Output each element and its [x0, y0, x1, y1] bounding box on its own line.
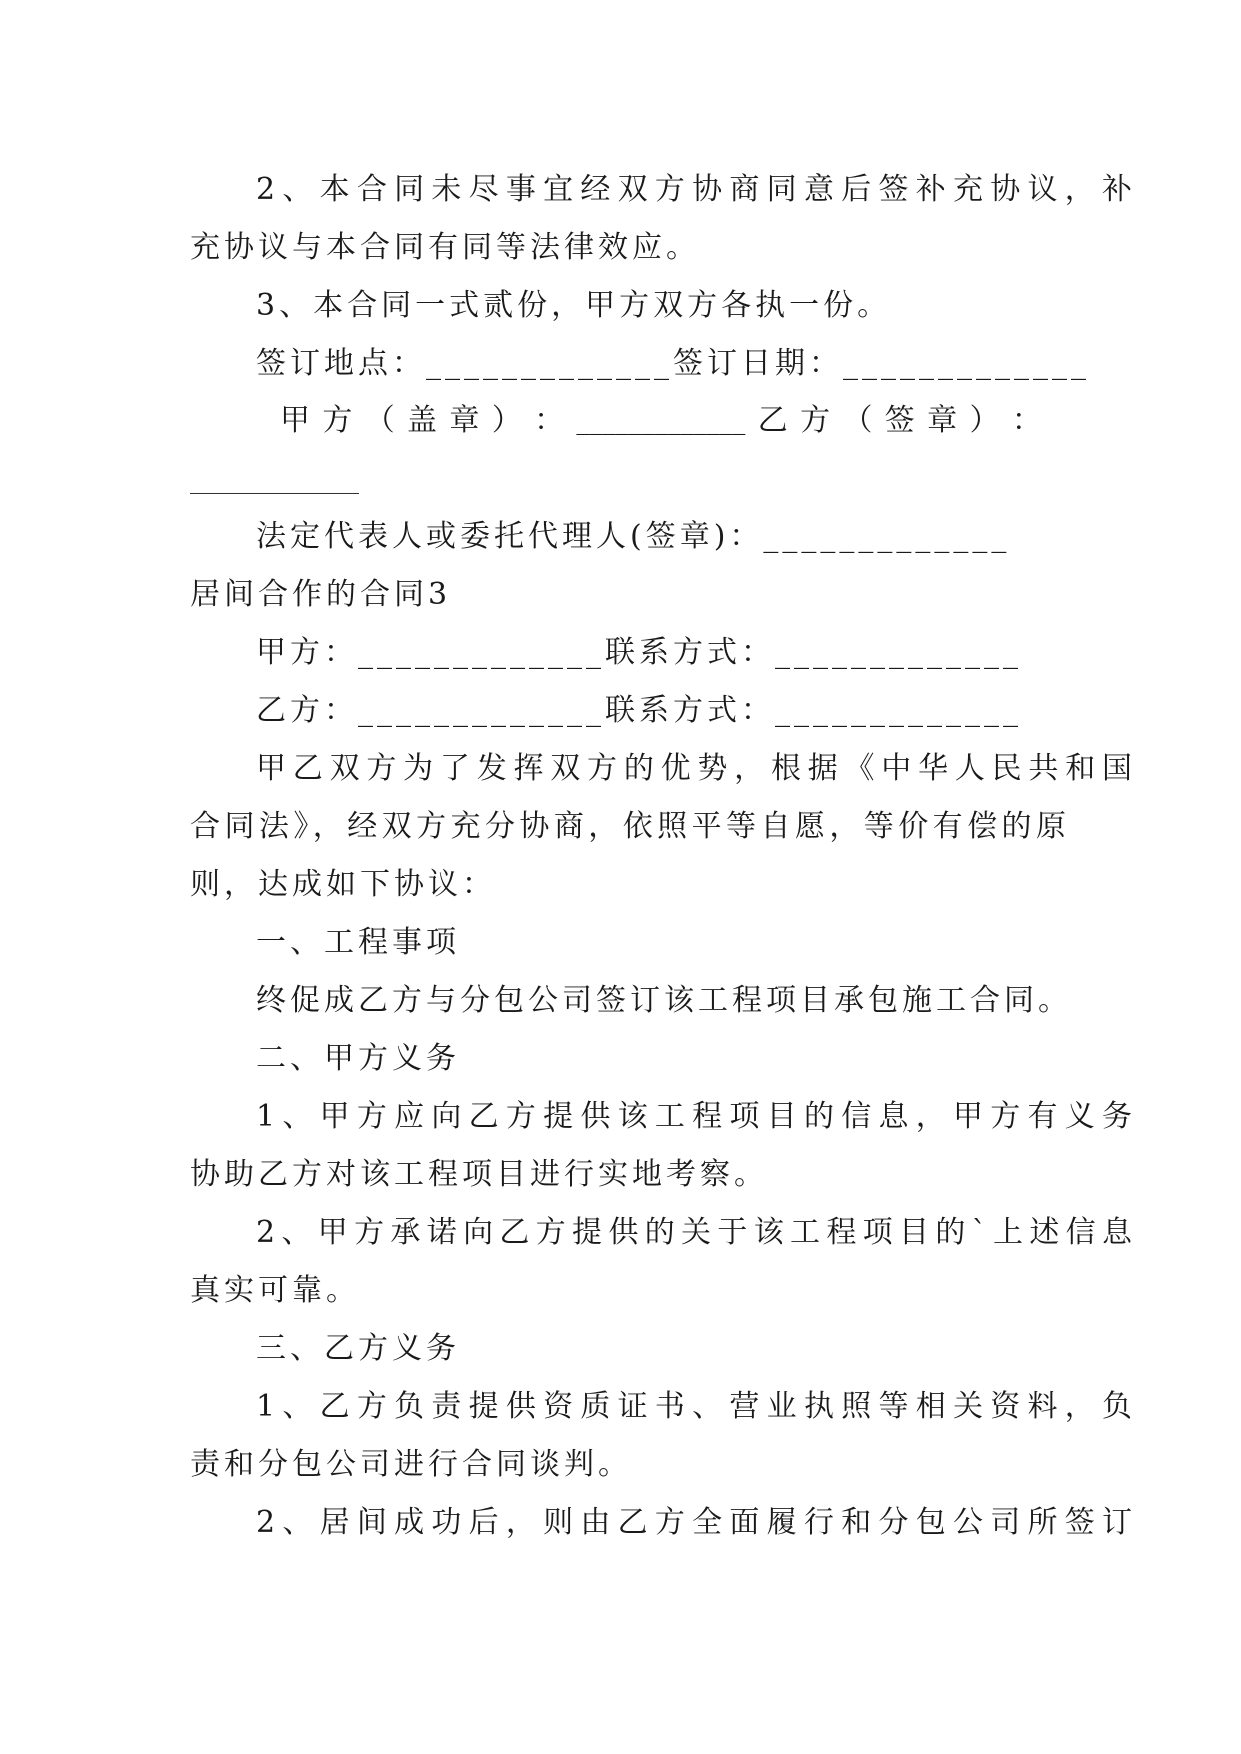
sign-place-date-line: 签订地点：_____________签订日期：_____________ [256, 346, 1090, 381]
sig-char: 签 [884, 403, 915, 438]
sig-char: ） [491, 403, 522, 438]
sig-char: 章 [927, 403, 958, 438]
para-line: 2、居间成功后，则由乙方全面履行和分包公司所签订 [256, 1505, 1136, 1540]
clause-heading: 三、乙方义务 [256, 1331, 460, 1366]
sig-blank: _____________ [576, 406, 746, 436]
para-line: 责和分包公司进行合同谈判。 [190, 1447, 632, 1482]
para-line: 1、乙方负责提供资质证书、营业执照等相关资料，负 [256, 1389, 1136, 1424]
para-line: 1、甲方应向乙方提供该工程项目的信息，甲方有义务 [256, 1099, 1136, 1134]
para-line: 终促成乙方与分包公司签订该工程项目承包施工合同。 [256, 983, 1072, 1018]
sig-char: ： [1011, 403, 1042, 438]
para-line: 2、本合同未尽事宜经双方协商同意后签补充协议，补 [256, 172, 1136, 207]
sig-char: 乙 [757, 403, 788, 438]
sig-char: ） [969, 403, 1000, 438]
para-line: 2、甲方承诺向乙方提供的关于该工程项目的`上述信息 [256, 1215, 1136, 1250]
section-title: 居间合作的合同3 [190, 577, 452, 612]
sig-char: 方 [322, 403, 353, 438]
para-line: 合同法》，经双方充分协商，依照平等自愿，等价有偿的原 [190, 809, 1070, 844]
party-seal-line [280, 401, 1042, 441]
sig-char: 方 [800, 403, 831, 438]
representative-line: 法定代表人或委托代理人(签章)：_____________ [256, 519, 1011, 554]
sig-char: 甲 [280, 403, 310, 438]
sig-char: 章 [449, 403, 480, 438]
para-line: 真实可靠。 [190, 1273, 360, 1308]
sig-char: （ [364, 403, 395, 438]
clause-heading: 一、工程事项 [256, 925, 460, 960]
party-a-line: 甲方：_____________联系方式：_____________ [256, 635, 1022, 670]
para-line: 则，达成如下协议： [190, 867, 496, 902]
para-line: 甲乙双方为了发挥双方的优势，根据《中华人民共和国 [256, 751, 1136, 786]
sig-char: ： [534, 403, 565, 438]
sig-char: 盖 [407, 403, 438, 438]
para-line: 协助乙方对该工程项目进行实地考察。 [190, 1157, 768, 1192]
party-b-line: 乙方：_____________联系方式：_____________ [256, 693, 1022, 728]
signature-blank: _____________ [190, 465, 359, 495]
para-line: 3、本合同一式贰份，甲方双方各执一份。 [256, 288, 892, 323]
sig-char: （ [842, 403, 873, 438]
clause-heading: 二、甲方义务 [256, 1041, 460, 1076]
para-line: 充协议与本合同有同等法律效应。 [190, 230, 700, 265]
